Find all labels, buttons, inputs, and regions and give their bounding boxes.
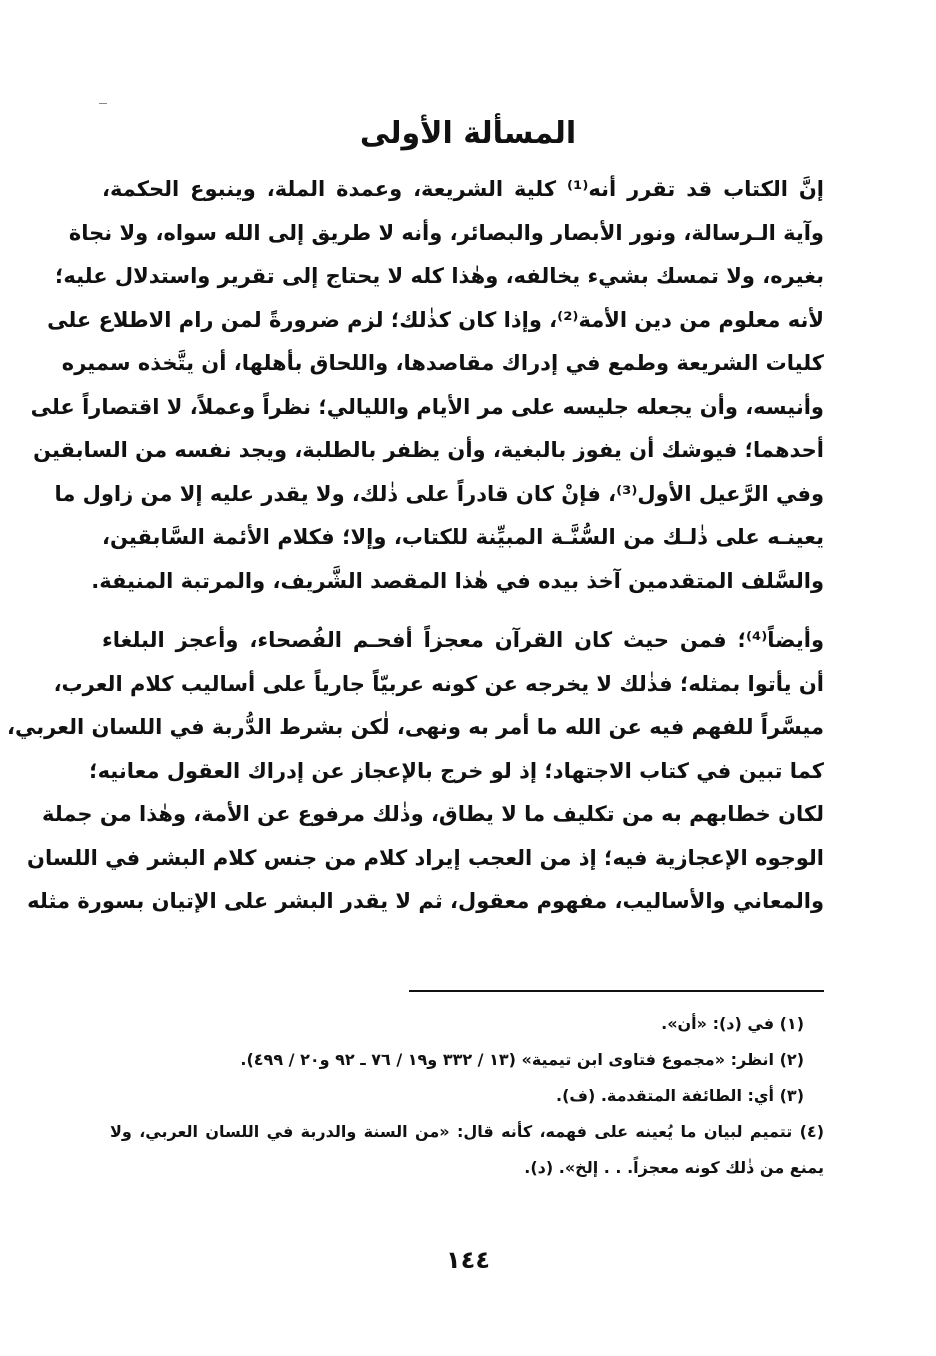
footnote-4: (٤) تتميم لبيان ما يُعينه على فهمه، كأنه قال: «من السنة والدربة في اللسان العربي، ولا (110, 1122, 824, 1141)
paragraph-2 (7, 619, 824, 924)
text-line: كما تبين في كتاب الاجتهاد؛ إذ لو خرج بالإعجاز عن إدراك العقول معانيه؛ (89, 758, 824, 783)
page-number: ١٤٤ (446, 1246, 490, 1274)
footnote-1: (١) في (د): «أن». (661, 1014, 804, 1033)
text-line: لكان خطابهم به من تكليف ما لا يطاق، وذٰلك مرفوع عن الأمة، وهٰذا من جملة (42, 802, 824, 826)
footnote-2: (٢) انظر: «مجموع فتاوى ابن تيمية» (١٣ / ٣٣٢ و١٩ / ٧٦ ـ ٩٢ و٢٠ / ٤٩٩). (240, 1050, 804, 1069)
text-line: وآية الـرسالة، ونور الأبصار والبصائر، وأنه لا طريق إلى الله سواه، ولا نجاة (68, 220, 824, 245)
text-line: وفي الرَّعيل الأول⁽³⁾، فإنْ كان قادراً على ذٰلك، ولا يقدر عليه إلا من زاول ما (54, 481, 824, 506)
text-line: الوجوه الإعجازية فيه؛ إذ من العجب إيراد كلام من جنس كلام البشر في اللسان (27, 845, 824, 870)
paragraph-1 (30, 168, 825, 603)
text-line: وأنيسه، وأن يجعله جليسه على مر الأيام والليالي؛ نظراً وعملاً، لا اقتصاراً على (30, 394, 824, 419)
section-title: المسألة الأولى (359, 116, 577, 151)
footnote-separator (409, 990, 824, 992)
text-line: بغيره، ولا تمسك بشيء يخالفه، وهٰذا كله لا يحتاج إلى تقرير واستدلال عليه؛ (54, 264, 824, 288)
text-line: كليات الشريعة وطمع في إدراك مقاصدها، واللحاق بأهلها، أن يتَّخذه سميره (61, 351, 824, 375)
text-line: يعينـه على ذٰلـك من السُّنَّـة المبيِّنة للكتاب، وإلا؛ فكلام الأئمة السَّابقين، (102, 525, 824, 549)
footnotes (110, 1006, 824, 1186)
footnote-3: (٣) أي: الطائفة المتقدمة. (ف). (555, 1086, 804, 1105)
text-line: ميسَّراً للفهم فيه عن الله ما أمر به ونهى، لٰكن بشرط الدُّربة في اللسان العربي، (7, 715, 824, 739)
paragraph-gap (102, 603, 824, 619)
text-line: إنَّ الكتاب قد تقرر أنه⁽¹⁾ كلية الشريعة، وعمدة الملة، وينبوع الحكمة، (102, 177, 825, 201)
text-line: والسَّلف المتقدمين آخذ بيده في هٰذا المقصد الشَّريف، والمرتبة المنيفة. (91, 568, 824, 593)
text-line: أحدهما؛ فيوشك أن يفوز بالبغية، وأن يظفر بالطلبة، ويجد نفسه من السابقين (33, 438, 824, 462)
edge-mark (99, 103, 107, 104)
footnote-4-continued: يمنع من ذٰلك كونه معجزاً. . . إلخ». (د). (524, 1158, 824, 1177)
text-line: لأنه معلوم من دين الأمة⁽²⁾، وإذا كان كذٰلك؛ لزم ضرورةً لمن رام الاطلاع على (47, 307, 824, 332)
text-line: وأيضاً⁽⁴⁾؛ فمن حيث كان القرآن معجزاً أفحـم الفُصحاء، وأعجز البلغاء (102, 628, 824, 652)
text-line: أن يأتوا بمثله؛ فذٰلك لا يخرجه عن كونه عربيّاً جارياً على أساليب كلام العرب، (53, 671, 824, 696)
text-line: والمعاني والأساليب، مفهوم معقول، ثم لا يقدر البشر على الإتيان بسورة مثله (27, 889, 824, 913)
body-text (7, 168, 825, 924)
